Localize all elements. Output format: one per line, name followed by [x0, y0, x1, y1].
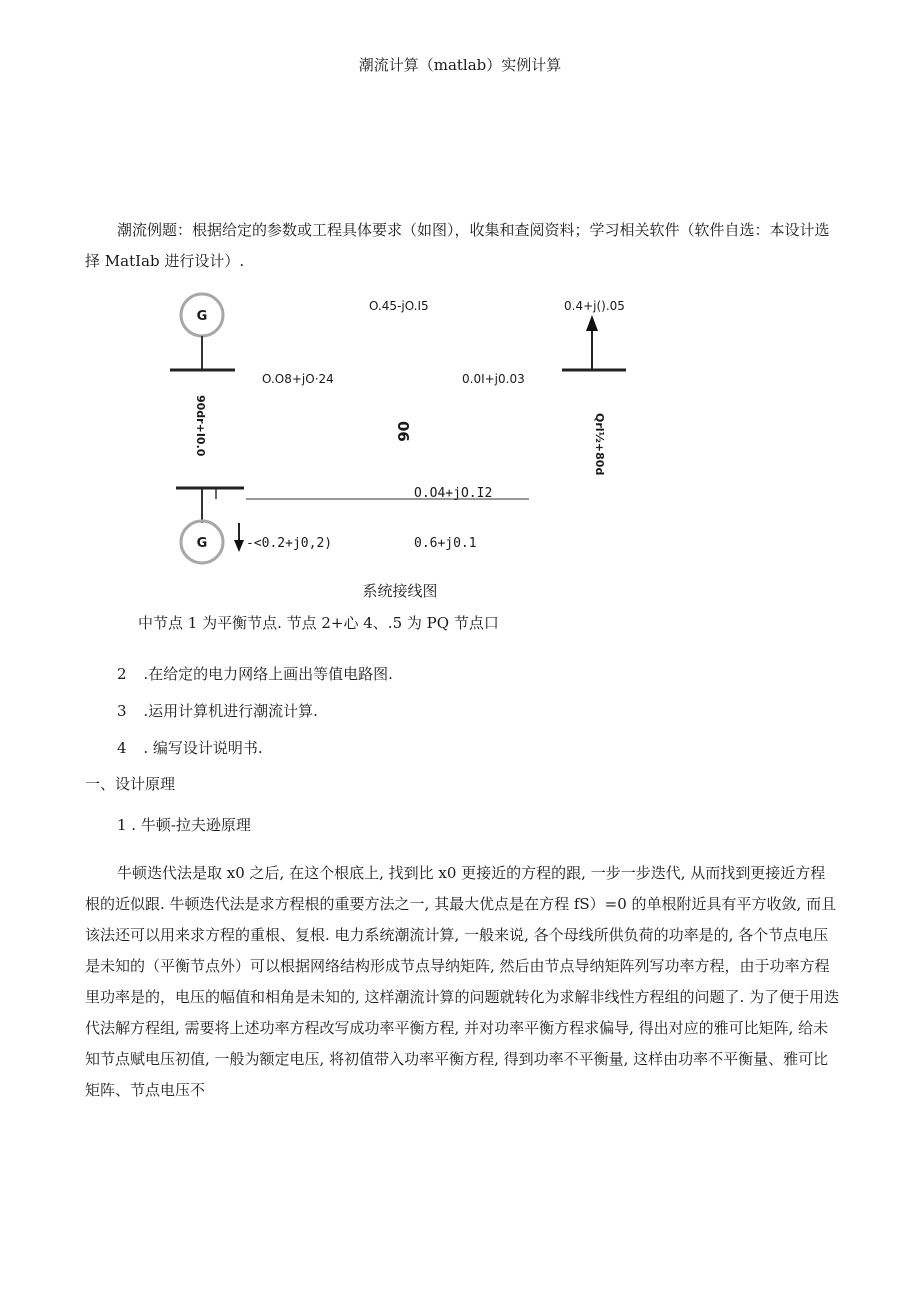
load-arrow-top-right — [586, 315, 598, 370]
rotated-label-right: Qrl½+80d — [593, 413, 606, 476]
list-item-text: .在给定的电力网络上画出等值电路图. — [143, 665, 393, 683]
rotated-label-left: 90dr+I0.0 — [194, 395, 207, 457]
list-item-number: 4 — [117, 739, 127, 757]
generator-bottom — [181, 521, 223, 563]
list-item-number: 2 — [117, 665, 127, 683]
figure-caption: 系统接线图 — [362, 582, 438, 600]
section-heading: 一、设计原理 — [85, 775, 176, 793]
generator-top — [181, 294, 223, 369]
load-arrow-bottom — [234, 523, 244, 552]
list-item — [117, 700, 318, 721]
load-top-right: 0.4+j().05 — [564, 299, 625, 313]
body-paragraph: 牛顿迭代法是取 x0 之后, 在这个根底上, 找到比 x0 更接近的方程的跟, 一步一步迭代, 从而找到更接近方程根的近似跟. 牛顿迭代法是求方程根的重要方法之一, 其最大优点是在方程 fS）=0 的单根附近具有平方收敛, 而且该法还可以用来求方程的重根、复根. 电力系统潮流计算, 一般来说, 各个母线所供负荷的功率是的, 各个节点电压是未知的（平衡节点外）可以根据网络结构形成节点导纳矩阵, 然后由节点导纳矩阵列写功率方程，由于功率方程里功率是的，电压的幅值和相角是未知的, 这样潮流计算的问题就转化为求解非线性方程组的问题了. 为了便于用迭代法解方程组, 需要将上述功率方程改写成功率平衡方程, 并对功率平衡方程求偏导, 得出对应的雅可比矩阵, 给未知节点赋电压初值, 一般为额定电压, 将初值带入功率平衡方程, 得到功率不平衡量, 这样由功率不平衡量、雅可比矩阵、节点电压不 — [85, 864, 840, 1099]
node-note: 中节点 1 为平衡节点. 节点 2+心 4、.5 为 PQ 节点口 — [138, 614, 499, 632]
list-item-text: .运用计算机进行潮流计算. — [143, 702, 318, 720]
intro-paragraph: 潮流例题：根据给定的参数或工程具体要求（如图），收集和查阅资料；学习相关软件（软件自选：本设计选择 MatIab 进行设计）. — [85, 221, 830, 270]
system-wiring-diagram — [0, 285, 920, 585]
impedance-mid-right: 0.0I+j0.03 — [462, 372, 525, 386]
list-item-number: 3 — [117, 702, 127, 720]
load-bottom-mid: 0.6+j0.1 — [414, 536, 477, 551]
load-bottom-left: -<0.2+j0,2) — [246, 536, 333, 551]
list-item — [117, 663, 393, 684]
rotated-label-center: 06 — [394, 421, 412, 442]
subsection-heading: 1 . 牛顿-拉夫逊原理 — [117, 816, 251, 834]
impedance-top-mid: O.45-jO.I5 — [369, 299, 429, 313]
impedance-bottom: O.O4+jO.I2 — [414, 486, 493, 501]
impedance-left-upper: O.O8+jO·24 — [262, 372, 334, 386]
generator-label: G — [196, 309, 208, 324]
list-item-text: . 编写设计说明书. — [143, 739, 263, 757]
page-title: 潮流计算（matlab）实例计算 — [358, 56, 562, 74]
generator-label: G — [196, 536, 208, 551]
list-item — [117, 737, 263, 758]
